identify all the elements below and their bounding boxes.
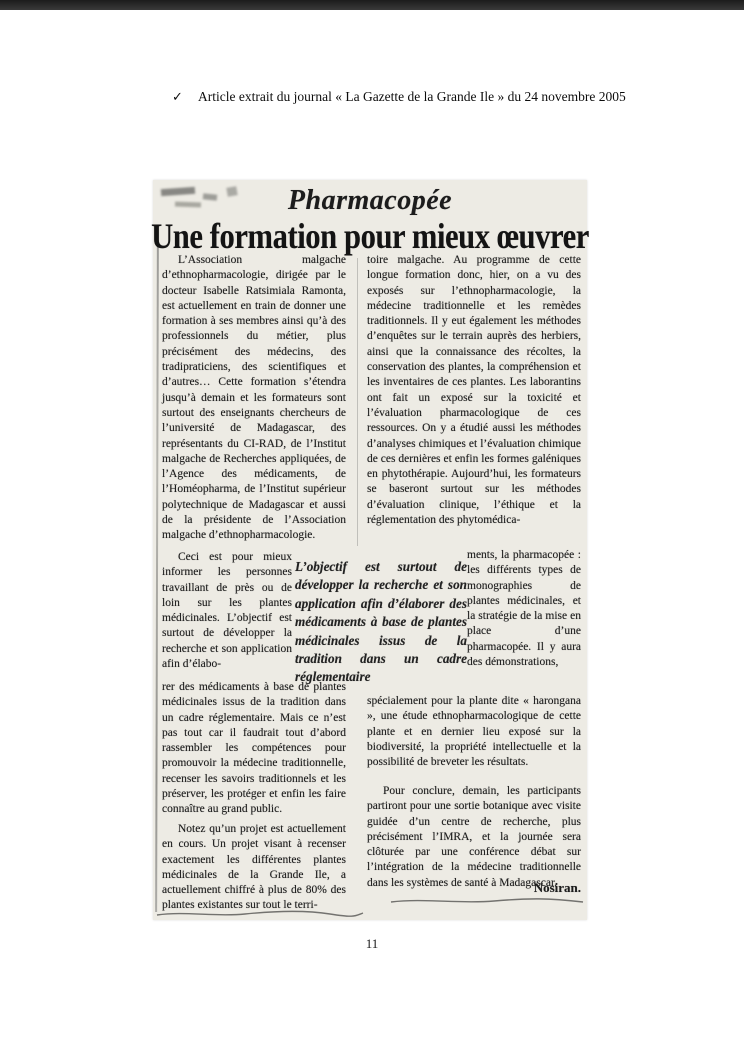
left-column-paragraph-2-narrow: Ceci est pour mieux informer les personnes travaillant de près ou de loin sur les plantes médicinales. L’objectif est surtout de développer la recherche et son application afin d’élabo- — [162, 551, 292, 671]
right-column-paragraph-1-continued: spécialement pour la plante dite « harongana », une étude ethnopharmacologique de cette plante et en dernier lieu exposé sur la biodiversité, la propriété intellectuelle et la possibilité de breveter les résultats. — [367, 695, 581, 769]
pull-quote: L’objectif est surtout de développer la recherche et son application afin d’élaborer des médicaments à base de plantes médicinales issus de la tradition dans un cadre réglementaire — [295, 559, 467, 685]
underline-squiggle-right — [389, 894, 585, 908]
checkmark-icon: ✓ — [172, 89, 183, 104]
header-note — [172, 86, 650, 108]
right-column-paragraph-1-narrow: ments, la pharmacopée : les différents types de monographies de plantes médicinales, et la stratégie de la mise en place d’une pharmacopée. Il y aura des démonstrations, — [467, 549, 581, 669]
left-column-paragraph-1: L’Association malgache d’ethnopharmacologie, dirigée par le docteur Isabelle Ratsimiala Ramonta, est actuellement en train de donner une formation à ses membres ainsi qu’à des professionnels du métier, plus précisément des médecins, des tradipraticiens, des scientifiques et d’autres… Cette formation s’étendra jusqu’à demain et les formateurs sont surtout des enseignants chercheurs de l’université de Madagascar, des représentants du CI-RAD, de l’Institut malgache de Recherches appliquées, de l’Agence des médicaments, de l’Homéopharma, de l’Institut supérieur polytechnique de Madagascar et aussi de la présidente de l’Association malgache d’ethnopharmacologie. — [162, 254, 346, 542]
scan-edge-top — [0, 0, 744, 10]
left-column-paragraph-2-continued: rer des médicaments à base de plantes médicinales issus de la tradition dans un cadre réglementaire. Mais ce n’est pas tout car il faudrait tout d’abord rassembler les compétences pour promouvoir la médecine traditionnelle, recenser les savoirs traditionnels et les préserver, les protéger et enfin les faire connaître au grand public. — [162, 681, 346, 816]
right-column-paragraph-1: toire malgache. Au programme de cette longue formation donc, hier, on a vu des exposés sur l’ethnopharmacologie, la médecine traditionnelle et les remèdes traditionnels. Il y eut également les méthodes d’enquêtes sur le terrain auprès des herbiers, ainsi que la connaissance des récoltes, la conservation des plantes, la compréhension et les inventaires de ces plantes. Les laborantins ont fait un exposé sur la toxicité et l’évaluation pharmacologique de ces ressources. On y a étudié aussi les méthodes d’analyses chimiques et l’évaluation chimique de ces dernières et enfin les formes galéniques en phytothérapie. Aujourd’hui, les formateurs se baseront surtout sur les méthodes d’évaluation clinique, l’éthique et la réglementation des phytomédica- — [367, 254, 581, 527]
left-column-paragraph-3: Notez qu’un projet est actuellement en cours. Un projet visant à recenser exactement les différentes plantes médicinales de la Grande Ile, a actuellement chiffré à plus de 80% des plantes existantes sur tout le terri- — [162, 823, 346, 912]
header-note-text: Article extrait du journal « La Gazette de la Grande Ile » du 24 novembre 2005 — [198, 89, 626, 104]
clipping-torn-edge-line — [155, 240, 159, 912]
newspaper-clipping — [153, 180, 587, 920]
underline-squiggle-left — [155, 906, 365, 920]
clipping-kicker: Pharmacopée — [287, 185, 453, 216]
clipping-headline: Une formation pour mieux œuvrer — [151, 216, 589, 256]
page-number: 11 — [365, 936, 379, 951]
article-signature: Nosiran. — [533, 880, 581, 895]
column-divider-line — [357, 258, 358, 546]
right-column-paragraph-2: Pour conclure, demain, les participants partiront pour une sortie botanique avec visite guidée d’un centre de recherche, plus précisément l’IMRA, et la journée sera clôturée par une conférence débat sur l’intégration de la médecine traditionnelle dans les systèmes de santé à Madagascar. — [367, 785, 581, 889]
